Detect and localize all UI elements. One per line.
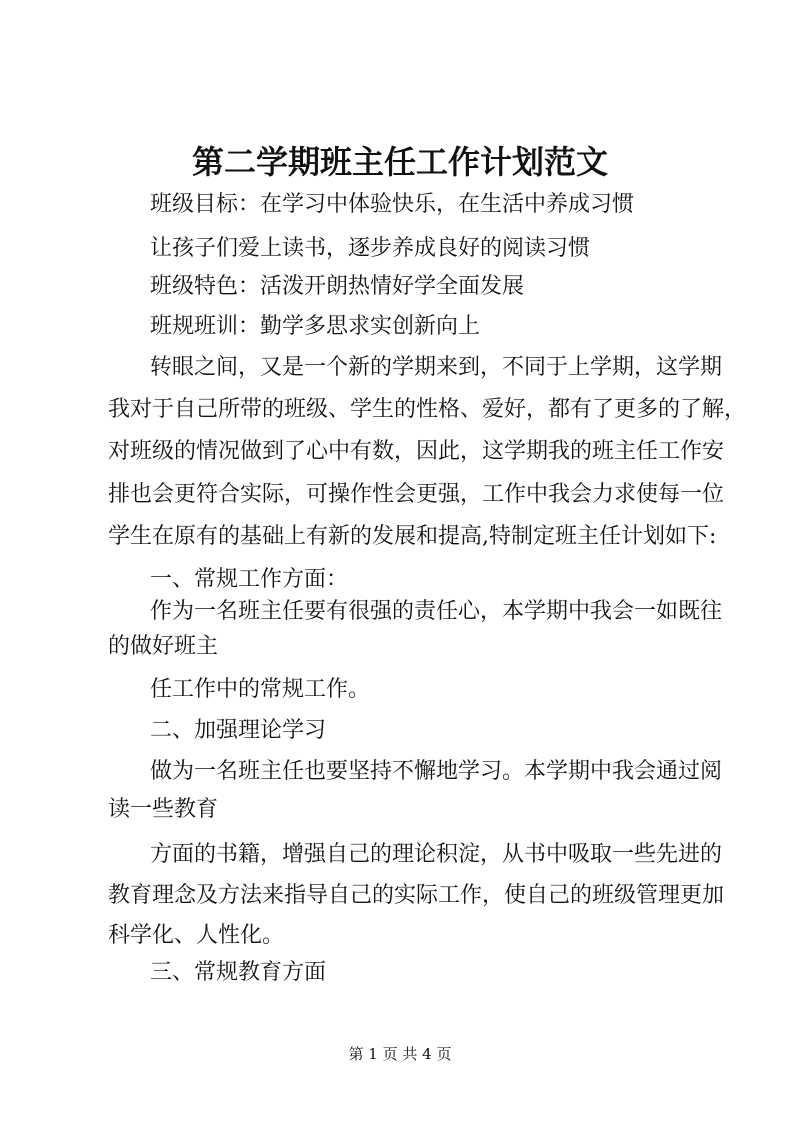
body-line: 方面的书籍，增强自己的理论积淀，从书中吸取一些先进的 xyxy=(150,842,723,867)
body-line: 班规班训：勤学多思求实创新向上 xyxy=(150,314,481,339)
body-line: 科学化、人性化。 xyxy=(108,923,285,948)
body-line: 读一些教育 xyxy=(108,797,219,822)
body-line: 学生在原有的基础上有新的发展和提高,特制定班主任计划如下: xyxy=(108,524,717,549)
body-line: 班级目标：在学习中体验快乐，在生活中养成习惯 xyxy=(150,192,635,217)
body-line: 作为一名班主任要有很强的责任心，本学期中我会一如既往 xyxy=(150,599,723,624)
body-line: 教育理念及方法来指导自己的实际工作，使自己的班级管理更加 xyxy=(108,883,725,908)
body-line: 我对于自己所带的班级、学生的性格、爱好，都有了更多的了解， xyxy=(108,397,747,422)
body-line: 让孩子们爱上读书，逐步养成良好的阅读习惯 xyxy=(150,236,591,261)
body-line: 对班级的情况做到了心中有数，因此，这学期我的班主任工作安 xyxy=(108,439,725,464)
body-line: 排也会更符合实际，可操作性会更强，工作中我会力求使每一位 xyxy=(108,482,725,507)
body-line: 任工作中的常规工作。 xyxy=(150,677,371,702)
document-title: 第二学期班主任工作计划范文 xyxy=(191,143,608,181)
body-line: 的做好班主 xyxy=(108,634,219,659)
body-line: 一、常规工作方面： xyxy=(150,567,349,592)
page-footer: 第 1 页 共 4 页 xyxy=(348,1045,452,1063)
body-line: 班级特色：活泼开朗热情好学全面发展 xyxy=(150,274,525,299)
body-line: 二、加强理论学习 xyxy=(150,718,327,743)
body-line: 做为一名班主任也要坚持不懈地学习。本学期中我会通过阅 xyxy=(150,759,723,784)
body-line: 转眼之间，又是一个新的学期来到，不同于上学期，这学期 xyxy=(150,355,723,380)
body-line: 三、常规教育方面 xyxy=(150,960,327,985)
